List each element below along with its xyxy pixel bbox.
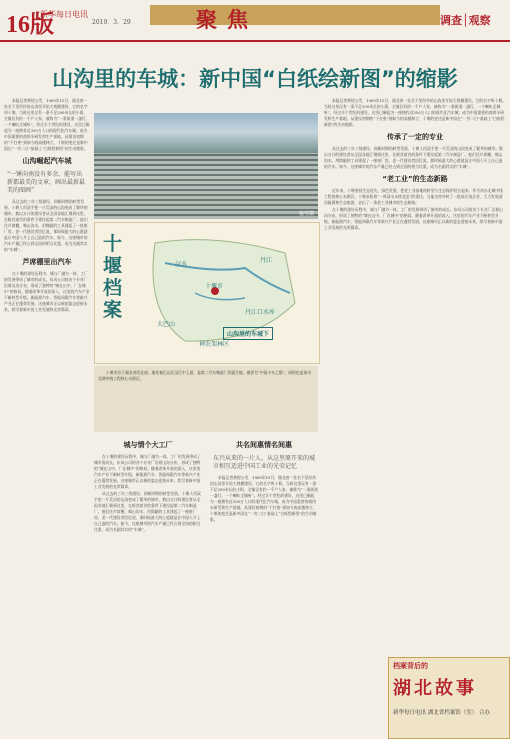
map-label-dabashan: 大巴山: [157, 321, 176, 328]
subhead-6: “老工业”的生态新路: [382, 175, 448, 183]
pullquote-2: 东兴从来的一片人，从这里原开来的城市相互适进中国工业的光荣记忆: [213, 455, 316, 470]
article-column-4: [324, 98, 506, 653]
article-column-1: [4, 98, 90, 728]
map-region-title: 山沟里的车城下: [223, 327, 273, 340]
map-label-danjiang: 丹江: [260, 257, 273, 264]
paper-name: 新华每日电讯: [40, 10, 88, 19]
subhead-2: 芦席棚里出汽车: [22, 258, 72, 266]
map-label-hanshui: 汉水: [175, 261, 188, 268]
ad-line-2: 湖北故事: [393, 678, 477, 699]
headline: 山沟里的车城：新中国“白纸绘新图”的缩影: [52, 67, 458, 91]
column-4-text-d: 在十堰的建设历程中，城与厂融为一体，工厂的发展带动了城市的成长。东风公司的各个专业厂沿着山沟分布，形成了独特的“城在山中，厂在城中”的格局。随着改革开放的深入，这里的汽车产业不断转型升级，新能源汽车、智能网联汽车等新兴产业正在蓬勃发展。这座城市正以新的姿态迎接未来，续写着新中国工业发展的光荣篇章。: [324, 207, 503, 230]
photo-credit: 施雪摄: [298, 211, 314, 217]
column-name: 调查│观察: [440, 14, 491, 27]
ad-line-3: 新华每日电讯 湖北省档案馆（室） 合办: [393, 710, 490, 716]
article-column-3: [210, 436, 318, 732]
map-infographic: [94, 222, 320, 364]
map-label-danjiangkou: 丹江口水库: [245, 309, 276, 316]
pullquote-1: “一锤向南没有多余、能写出新都最美的文章，画出最新最美的图画”: [7, 171, 86, 194]
info-text: 十堰市位于湖北省西北部，地处秦巴山区汉江中上游，是第二汽车制造厂的诞生地，被誉为“中国卡车之都”，同时也是南水北调中线工程核心水源区。: [98, 370, 312, 381]
section-title: 聚焦: [196, 7, 258, 32]
article-column-2: [94, 436, 202, 732]
column-1-text-b: 本报记者黄煜公发 1969年10月，湖北省一处名不见经传的山沟里开始大规模建设，它的名字叫十堰。当时这里仅有一条不足200米长的小街，全镇仅有约一千户人家，被称为“一条街道一盏灯，一个喇叭全城听”。经过半个世纪的建设，这里已崛起为一座拥有近350万人口的现代化汽车城，成为中国重要的商用车研发和生产基地。从建设初期的“干打垒”到如今的高楼林立，十堰的变迁是新中国在“一穷二白”基础上“白纸绘新图”的生动缩影。: [210, 475, 318, 522]
subhead-3: 城与情个大工厂: [123, 441, 173, 449]
archive-series-logo: [388, 657, 510, 739]
map-title: 十堰档案: [103, 233, 123, 321]
photo-vehicle-rows: [94, 153, 318, 219]
column-1-text: 本报记者黄煜公发 1969年10月，湖北省一处名不见经传的山沟里开始大规模建设，它的名字叫十堰。当时这里仅有一条不足200米长的小街，全镇仅有约一千户人家，被称为“一条街道一盏灯，一个喇叭全城听”。经过半个世纪的建设，这里已崛起为一座拥有近350万人口的现代化汽车城，成为中国重要的商用车研发和生产基地。从建设初期的“干打垒”到如今的高楼林立，十堰的变迁是新中国在“一穷二白”基础上“白纸绘新图”的生动缩影。: [4, 98, 90, 151]
info-box: [94, 366, 318, 432]
section-ribbon: [150, 5, 440, 25]
column-3-text-a: 在十堰的建设历程中，城与厂融为一体，工厂的发展带动了城市的成长。东风公司的各个专业厂沿着山沟分布，形成了独特的“城在山中，厂在城中”的格局。随着改革开放的深入，这里的汽车产业不断转型升级，新能源汽车、智能网联汽车等新兴产业正在蓬勃发展。这座城市正以新的姿态迎接未来，续写着新中国工业发展的光荣篇章。: [4, 271, 90, 312]
map-label-shennongjia: 神农架林区: [199, 341, 230, 348]
issue-date: 2019．3．29: [92, 19, 131, 26]
subhead-1: 山沟崛起汽车城: [22, 157, 72, 165]
subhead-4: 共名间惠情名间惠: [236, 441, 292, 449]
column-3-text: 在十堰的建设历程中，城与厂融为一体，工厂的发展带动了城市的成长。东风公司的各个专业厂沿着山沟分布，形成了独特的“城在山中，厂在城中”的格局。随着改革开放的深入，这里的汽车产业不断转型升级，新能源汽车、智能网联汽车等新兴产业正在蓬勃发展。这座城市正以新的姿态迎接未来，续写着新中国工业发展的光荣篇章。: [94, 454, 201, 489]
column-4-text-a: 本报记者黄煜公发 1969年10月，湖北省一处名不见经传的山沟里开始大规模建设，它的名字叫十堰。当时这里仅有一条不足200米长的小街，全镇仅有约一千户人家，被称为“一条街道一盏灯，一个喇叭全城听”。经过半个世纪的建设，这里已崛起为一座拥有近350万人口的现代化汽车城，成为中国重要的商用车研发和生产基地。从建设初期的“干打垒”到如今的高楼林立，十堰的变迁是新中国在“一穷二白”基础上“白纸绘新图”的生动缩影。: [324, 98, 506, 127]
map-label-shiyan: 十堰市: [205, 283, 224, 290]
subhead-5: 传承了一定的专业: [387, 133, 443, 141]
column-2-text: 从过去的三年三线建设，到新时期的转型发展，十堰人用双手把一片荒凉的山沟变成了繁华的城市。数以万计的建设者从全国各地汇聚到这里，在极其艰苦的条件下建设起第二汽车制造厂。他们住芦席棚，喝山沟水，用简陋的工具建起了一座座厂房。老一代建设者回忆说，那时候最大的心愿就是让中国人开上自己造的汽车。如今，这座城市的汽车产量已经占到全国的相当比重，成为名副其实的“车城”。: [4, 199, 88, 252]
ad-line-1: 档案背后的: [393, 662, 428, 670]
column-2-text-b: 从过去的三年三线建设，到新时期的转型发展，十堰人用双手把一片荒凉的山沟变成了繁华的城市。数以万计的建设者从全国各地汇聚到这里，在极其艰苦的条件下建设起第二汽车制造厂。他们住芦席棚，喝山沟水，用简陋的工具建起了一座座厂房。老一代建设者回忆说，那时候最大的心愿就是让中国人开上自己造的汽车。如今，这座城市的汽车产量已经占到全国的相当比重，成为名副其实的“车城”。: [94, 491, 201, 532]
page-number: 16版: [6, 12, 54, 38]
photo-vehicle-yard: [94, 113, 318, 219]
page-header: [0, 0, 510, 42]
column-4-text-b: 从过去的三年三线建设，到新时期的转型发展，十堰人用双手把一片荒凉的山沟变成了繁华的城市。数以万计的建设者从全国各地汇聚到这里，在极其艰苦的条件下建设起第二汽车制造厂。他们住芦席棚，喝山沟水，用简陋的工具建起了一座座厂房。老一代建设者回忆说，那时候最大的心愿就是让中国人开上自己造的汽车。如今，这座城市的汽车产量已经占到全国的相当比重，成为名副其实的“车城”。: [324, 146, 503, 169]
info-box-text: [98, 370, 314, 428]
column-4-text-c: 近年来，十堰坚持生态优先、绿色发展，把老工业基地的转型与生态保护结合起来。作为南水北调中线工程的核心水源区，十堰承担着“一库清水永续北送”的重任。当地关停并转了一批高污染企业，大力发展清洁能源和生态旅游，走出了一条老工业城市的生态新路。: [324, 188, 503, 205]
